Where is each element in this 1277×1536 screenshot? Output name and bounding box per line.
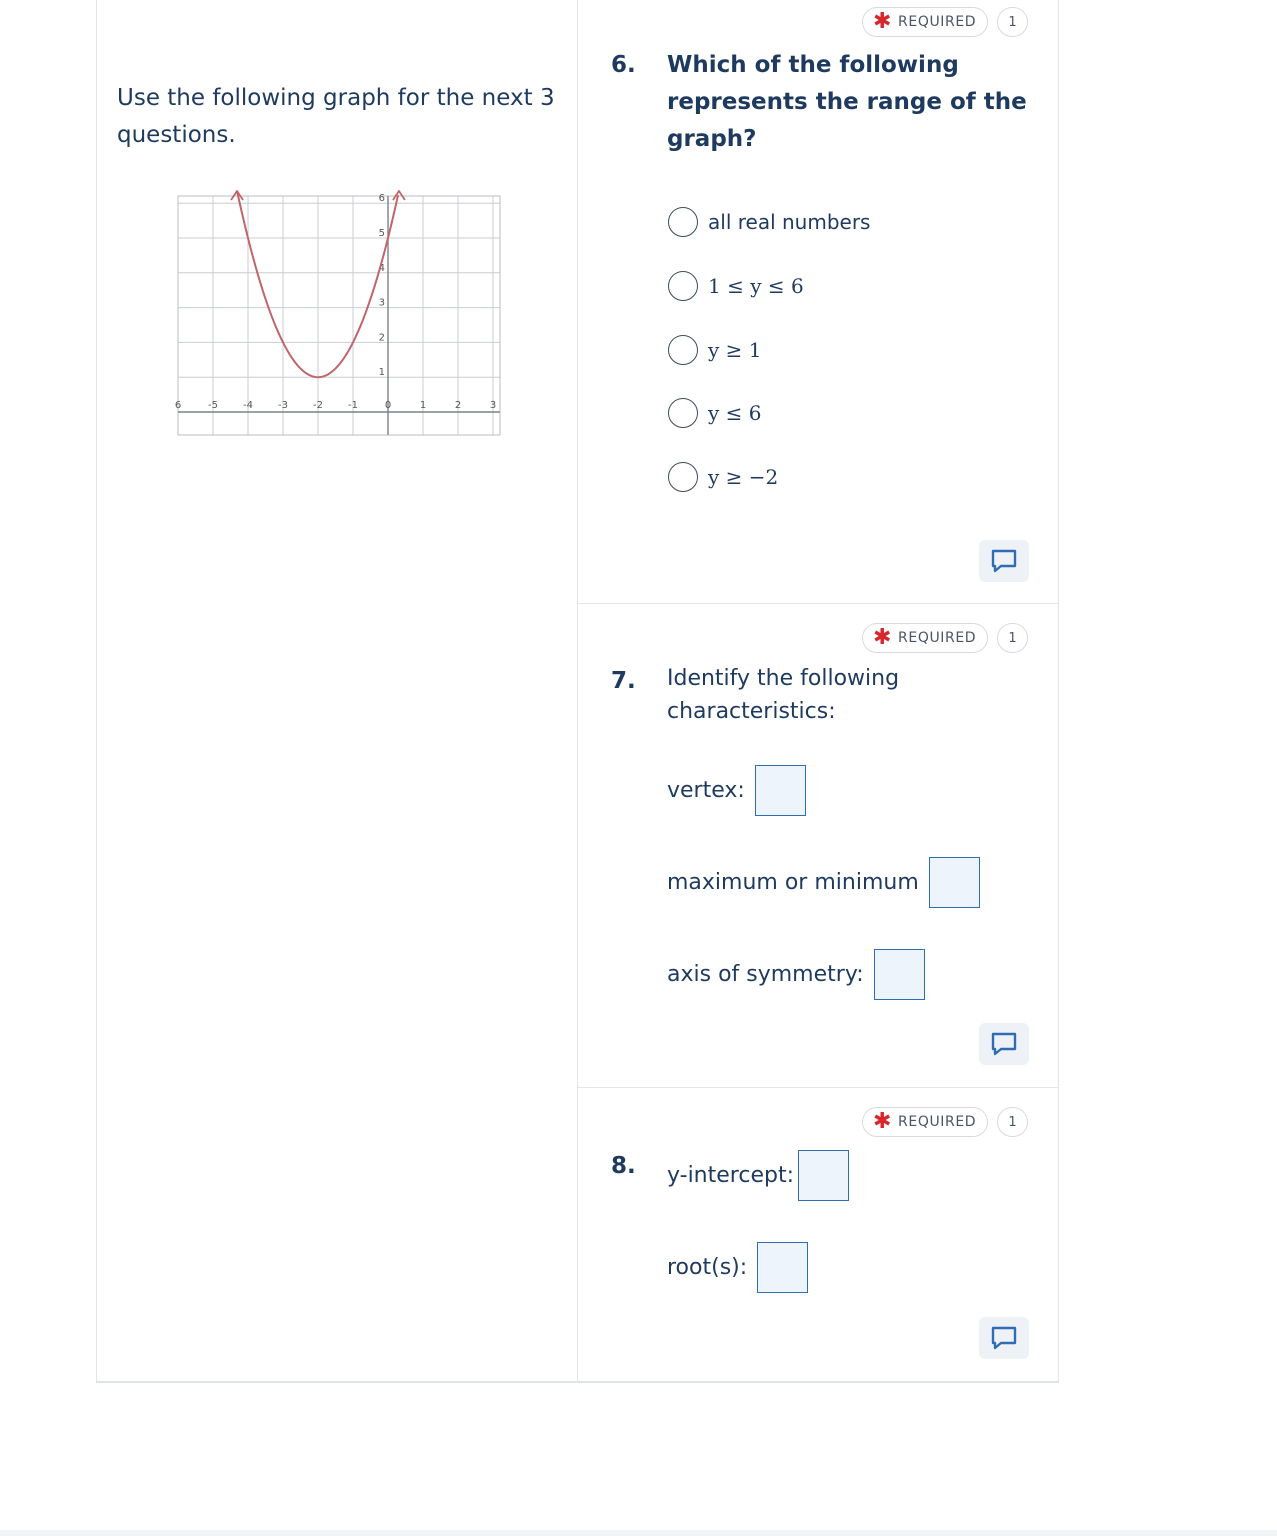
option-label: 1 ≤ y ≤ 6 (708, 274, 804, 298)
field-label: y-intercept: (667, 1163, 794, 1188)
x-tick-label: -3 (278, 400, 288, 411)
y-tick-label: 2 (378, 332, 385, 344)
y-intercept-row (667, 1150, 849, 1201)
question-prompt: Identify the following characteristics: (667, 666, 900, 724)
question-prompt: Which of the following represents the range of the graph? (667, 52, 1027, 152)
max-min-row (667, 857, 980, 908)
page-footer-band (0, 1530, 1277, 1536)
x-tick-label: 1 (419, 400, 427, 411)
parabola-graph (170, 190, 510, 445)
option-range-1-to-6[interactable] (668, 270, 804, 302)
required-badge (862, 623, 988, 653)
column-divider (577, 0, 578, 1383)
vertex-row (667, 765, 806, 816)
required-badge (862, 1107, 988, 1137)
comment-icon (991, 549, 1017, 573)
required-label: REQUIRED (898, 1114, 977, 1130)
radio-button[interactable] (668, 207, 698, 237)
x-tick-label: 0 (384, 400, 392, 411)
y-tick-label: 5 (378, 228, 385, 239)
field-label: root(s): (667, 1255, 748, 1280)
points-badge: 1 (997, 623, 1028, 653)
option-label: y ≥ 1 (708, 338, 762, 362)
option-y-le-6[interactable] (668, 397, 762, 429)
radio-button[interactable] (668, 398, 698, 428)
stimulus-text: Use the following graph for the next 3 questions. (117, 85, 555, 148)
radio-button[interactable] (668, 271, 698, 301)
comment-button[interactable] (979, 1317, 1029, 1359)
field-label: maximum or minimum (667, 870, 919, 895)
max-min-answer-box[interactable] (929, 857, 980, 908)
field-label: vertex: (667, 778, 745, 803)
comment-icon (991, 1326, 1017, 1350)
question-divider (577, 603, 1059, 604)
required-badge (862, 7, 988, 37)
option-label: y ≤ 6 (708, 401, 762, 425)
asterisk-icon: ✱ (873, 1109, 893, 1134)
asterisk-icon: ✱ (873, 625, 893, 650)
question-number: 7. (611, 668, 636, 694)
comment-icon (991, 1032, 1017, 1056)
x-tick-label: -4 (243, 400, 253, 411)
y-tick-label: 1 (378, 367, 385, 379)
question-number: 6. (611, 52, 636, 78)
y-tick-label: 6 (378, 193, 385, 205)
option-label: y ≥ −2 (708, 465, 779, 489)
x-tick-label: 2 (454, 400, 462, 411)
points-badge: 1 (997, 1107, 1028, 1137)
option-y-ge-1[interactable] (668, 334, 762, 366)
graph-axes (178, 196, 500, 435)
x-tick-label: 6 (174, 400, 182, 411)
roots-row (667, 1242, 808, 1293)
graph-frame (178, 196, 500, 435)
radio-button[interactable] (668, 462, 698, 492)
option-y-ge-neg2[interactable] (668, 461, 778, 493)
option-all-real-numbers[interactable] (668, 206, 870, 238)
points-badge: 1 (997, 7, 1028, 37)
vertex-answer-box[interactable] (755, 765, 806, 816)
x-tick-label: -2 (313, 400, 323, 411)
x-tick-label: 3 (489, 400, 497, 411)
x-tick-label: -5 (208, 400, 218, 411)
axis-of-symmetry-row (667, 949, 925, 1000)
graph-tick-labels (175, 193, 496, 411)
radio-button[interactable] (668, 335, 698, 365)
graph-grid (178, 196, 500, 435)
question-divider (577, 1087, 1059, 1088)
axis-answer-box[interactable] (874, 949, 925, 1000)
asterisk-icon: ✱ (873, 9, 893, 34)
comment-button[interactable] (979, 1023, 1029, 1065)
required-label: REQUIRED (898, 14, 977, 30)
roots-answer-box[interactable] (757, 1242, 808, 1293)
field-label: axis of symmetry: (667, 962, 864, 987)
question-number: 8. (611, 1153, 636, 1179)
comment-button[interactable] (979, 540, 1029, 582)
x-tick-label: -1 (348, 400, 358, 411)
y-intercept-answer-box[interactable] (798, 1150, 849, 1201)
required-label: REQUIRED (898, 630, 977, 646)
y-tick-label: 3 (378, 297, 385, 309)
option-label: all real numbers (708, 210, 871, 234)
y-tick-label: 4 (378, 262, 385, 274)
graph-svg (170, 190, 510, 445)
